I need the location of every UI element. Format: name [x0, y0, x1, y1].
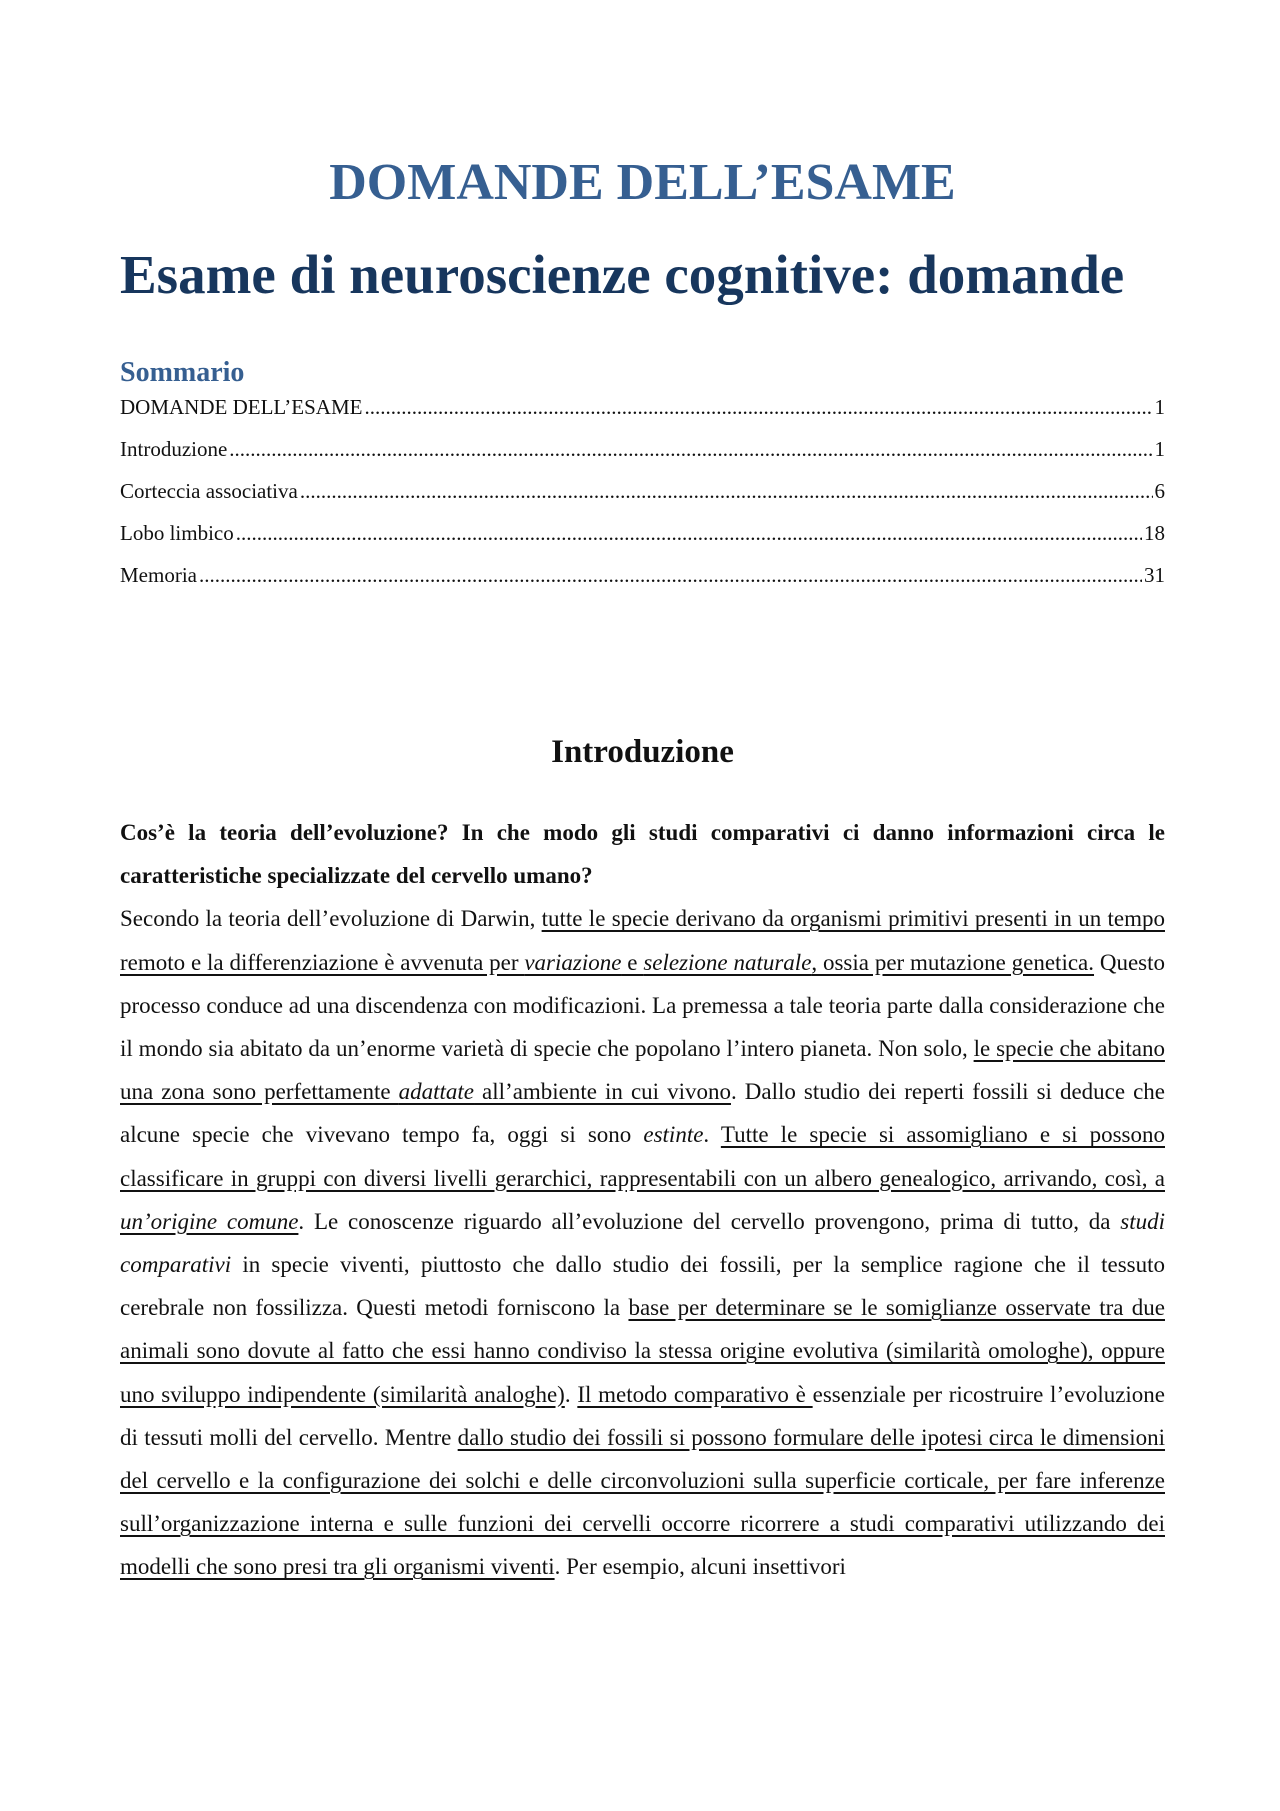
underlined-text: Tutte le specie si assomigliano e si possono classificare in gruppi con diversi livelli gerarchici, rappresentabili con un albero genealogico, arrivando, così, a: [120, 1122, 1165, 1191]
toc-entry-corteccia-associativa[interactable]: [120, 477, 1165, 505]
section-heading-introduzione: Introduzione: [551, 734, 734, 770]
underlined-italic-text: selezione naturale: [643, 949, 812, 975]
toc-entry-label: Corteccia associativa: [120, 479, 298, 503]
toc-leader-dots: [300, 477, 1153, 505]
toc-leader-dots: [364, 393, 1152, 421]
toc-entry-domande[interactable]: [120, 393, 1165, 421]
text-run: . Le conoscenze riguardo all’evoluzione del cervello provengono, prima di tutto, da: [298, 1208, 1121, 1234]
text-run: .: [703, 1122, 721, 1148]
text-run: essenziale per ricostruire l’evoluzione di tessuti molli del cervello. Mentre: [120, 1381, 1166, 1450]
underlined-italic-text: un’origine comune: [120, 1208, 299, 1234]
toc-entry-page: 1: [1154, 437, 1165, 461]
toc-entry-label: Introduzione: [120, 437, 228, 461]
underlined-text: Il metodo comparativo è: [577, 1381, 813, 1407]
italic-text: estinte: [643, 1122, 704, 1148]
text-run: . Dallo studio dei reperti fossili si deduce che alcune specie che vivevano tempo fa, oggi si sono: [120, 1079, 1166, 1148]
body-text: [120, 811, 1165, 1589]
italic-text: studi comparativi: [120, 1208, 1165, 1278]
toc-entry-page: 6: [1154, 479, 1165, 503]
underlined-text: dallo studio dei fossili si possono formulare delle ipotesi circa le dimensioni del cervello e la configurazione dei solchi e delle circonvoluzioni sulla superficie corticale, per fare inferenze sull’organizzazione interna e sulle funzioni dei cervelli occorre ricorrere a studi comparativi utilizzando dei modelli che sono presi tra gli organismi viventi: [120, 1424, 1166, 1580]
underlined-text: tutte le specie derivano da organismi primitivi presenti in un tempo remoto e la differenziazione è avvenuta per: [120, 906, 1165, 975]
underlined-text: le specie che abitano una zona sono perfettamente: [120, 1036, 1165, 1105]
subtitle: Esame di neuroscienze cognitive: domande: [120, 244, 1125, 305]
underlined-text: e: [621, 949, 644, 975]
underlined-text: , ossia per mutazione genetica.: [811, 949, 1095, 975]
toc-entry-page: 18: [1144, 521, 1165, 545]
underlined-text: all’ambiente in cui vivono: [474, 1079, 731, 1105]
toc-leader-dots: [236, 519, 1142, 547]
exam-question: Cos’è la teoria dell’evoluzione? In che modo gli studi comparativi ci danno informazioni circa le caratteristiche specializzate del cervello umano?: [120, 820, 1165, 889]
text-run: Questo processo conduce ad una discendenza con modificazioni. La premessa a tale teoria parte dalla considerazione che il mondo sia abitato da un’enorme varietà di specie che popolano l’intero pianeta. Non solo,: [120, 949, 1166, 1062]
toc-heading: Sommario: [120, 357, 245, 388]
answer-paragraph: [120, 897, 1165, 1588]
toc-leader-dots: [199, 561, 1142, 589]
toc-entry-memoria[interactable]: [120, 561, 1165, 589]
main-title: DOMANDE DELL’ESAME: [329, 154, 956, 211]
text-run: . Per esempio, alcuni insettivori: [554, 1554, 846, 1580]
toc-entry-label: Lobo limbico: [120, 521, 234, 545]
toc-entry-label: DOMANDE DELL’ESAME: [120, 395, 363, 419]
text-run: Secondo la teoria dell’evoluzione di Darwin,: [120, 906, 542, 932]
table-of-contents: [120, 355, 1165, 603]
toc-entry-introduzione[interactable]: [120, 435, 1165, 463]
underlined-text: base per determinare se le somiglianze osservate tra due animali sono dovute al fatto che essi hanno condiviso la stessa origine evolutiva (similarità omologhe), oppure uno sviluppo indipendente (similarità analoghe): [120, 1295, 1165, 1407]
toc-entry-lobo-limbico[interactable]: [120, 519, 1165, 547]
toc-entry-page: 1: [1154, 395, 1165, 419]
toc-entry-label: Memoria: [120, 563, 197, 587]
text-run: .: [564, 1381, 578, 1407]
toc-entry-page: 31: [1144, 563, 1165, 587]
underlined-italic-text: variazione: [524, 949, 622, 975]
underlined-italic-text: adattate: [398, 1079, 475, 1105]
text-run: in specie viventi, piuttosto che dallo studio dei fossili, per la semplice ragione che il tessuto cerebrale non fossilizza. Questi metodi forniscono la: [120, 1252, 1165, 1321]
toc-leader-dots: [229, 435, 1152, 463]
